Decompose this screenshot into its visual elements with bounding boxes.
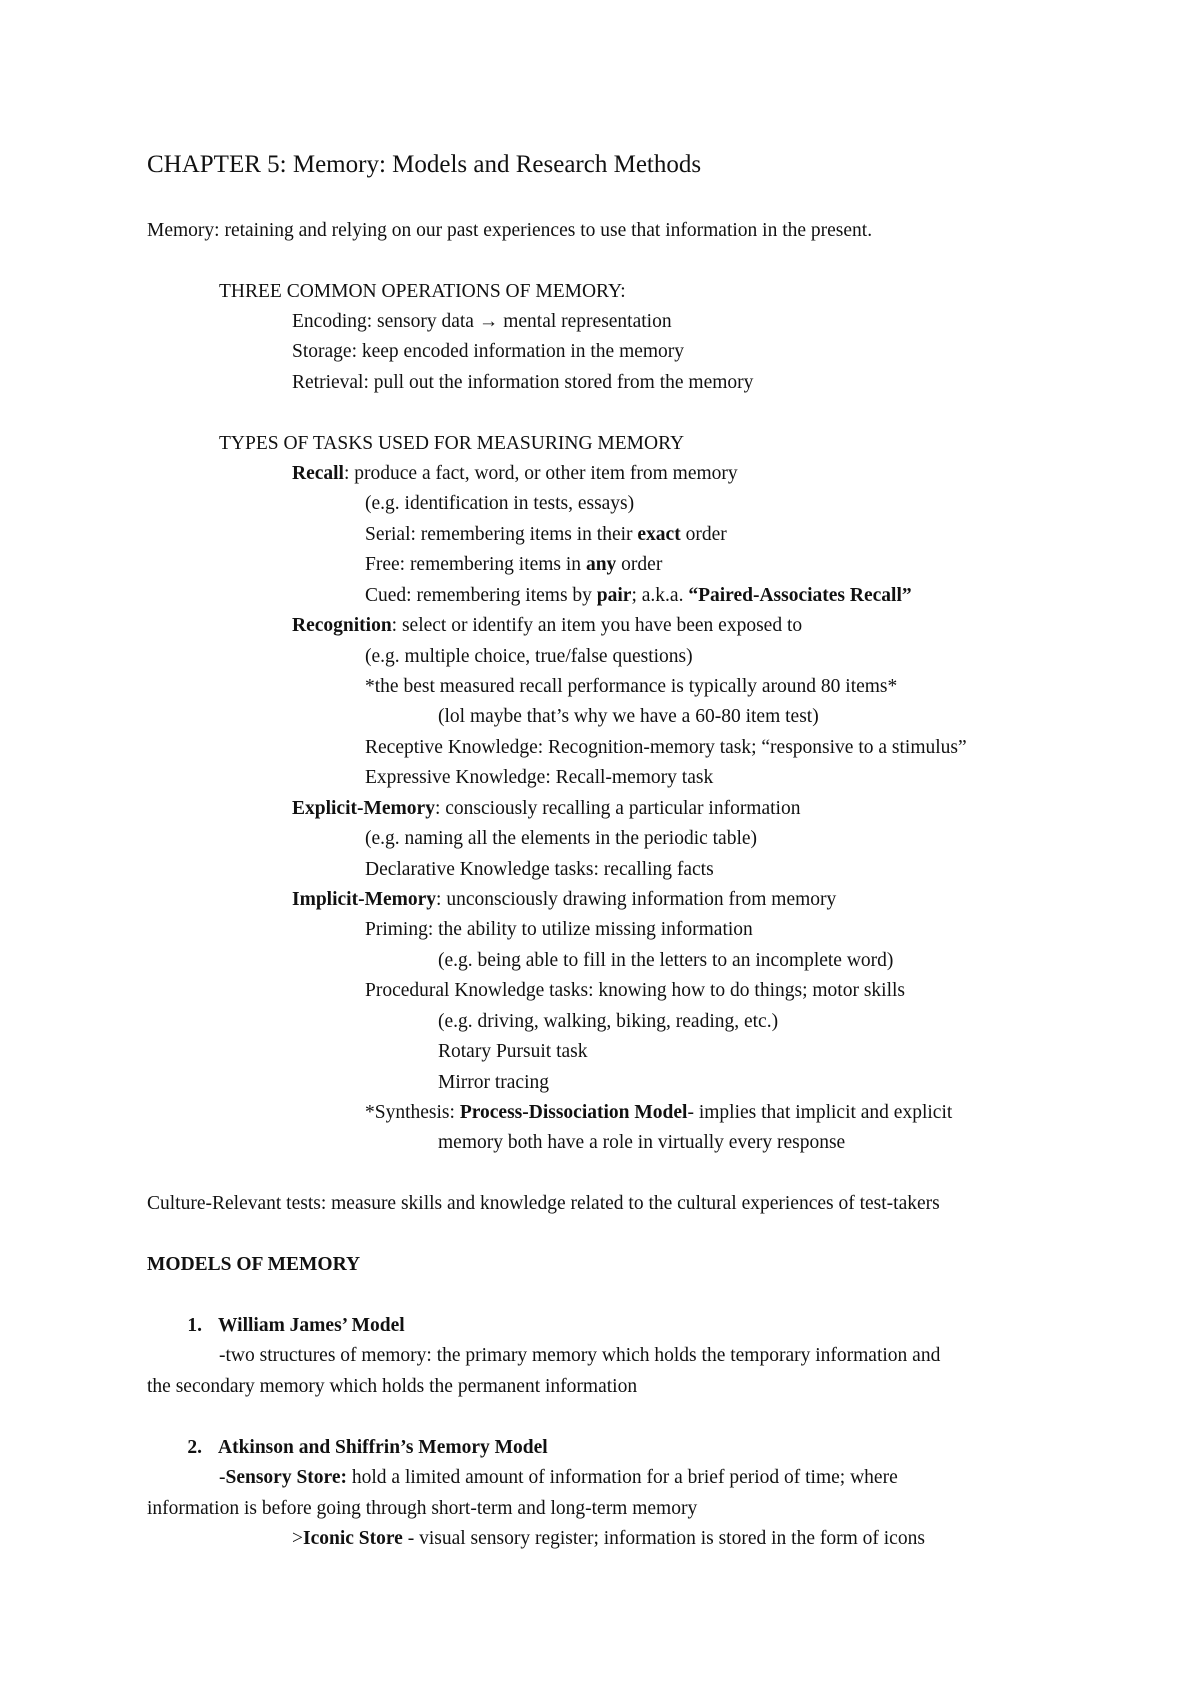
recall-line (292, 462, 738, 486)
recognition-term: Recognition (292, 615, 392, 636)
free-line (365, 553, 662, 577)
free-text: Free: remembering items in (365, 554, 586, 575)
expressive-knowledge: Expressive Knowledge: Recall-memory task (365, 767, 714, 788)
serial-emphasis: exact (637, 524, 681, 545)
recognition-example: (e.g. multiple choice, true/false questions) (365, 646, 693, 667)
receptive-knowledge: Receptive Knowledge: Recognition-memory task; “responsive to a stimulus” (365, 737, 967, 758)
implicit-term: Implicit-Memory (292, 889, 437, 910)
declarative-knowledge: Declarative Knowledge tasks: recalling facts (365, 859, 714, 880)
best-recall-note: *the best measured recall performance is typically around 80 items* (365, 676, 898, 697)
synthesis-text: - implies that implicit and explicit (687, 1102, 953, 1123)
model-1-line-2: the secondary memory which holds the permanent information (147, 1376, 638, 1397)
serial-text-end: order (680, 524, 727, 545)
procedural-example: (e.g. driving, walking, biking, reading, etc.) (438, 1011, 779, 1032)
process-dissociation-term: Process-Dissociation Model (459, 1102, 688, 1123)
paired-associates-term: “Paired-Associates Recall” (688, 585, 912, 606)
synthesis-continuation: memory both have a role in virtually every response (438, 1132, 846, 1153)
iconic-marker: > (292, 1528, 303, 1549)
model-1-title: William James’ Model (218, 1315, 405, 1336)
operation-encoding: Encoding: sensory data → mental representation (292, 311, 672, 332)
implicit-definition: : unconsciously drawing information from memory (436, 889, 837, 910)
priming-line: Priming: the ability to utilize missing information (365, 919, 753, 940)
sensory-dash: - (219, 1467, 226, 1488)
explicit-example: (e.g. naming all the elements in the periodic table) (365, 828, 758, 849)
iconic-store-term: Iconic Store (303, 1528, 403, 1549)
recall-definition: : produce a fact, word, or other item from memory (343, 463, 738, 484)
recall-term: Recall (292, 463, 344, 484)
model-2-number: 2. (187, 1437, 202, 1458)
priming-example: (e.g. being able to fill in the letters to an incomplete word) (438, 950, 894, 971)
cued-text: Cued: remembering items by (365, 585, 597, 606)
lol-note: (lol maybe that’s why we have a 60-80 item test) (438, 706, 819, 727)
procedural-knowledge: Procedural Knowledge tasks: knowing how to do things; motor skills (365, 980, 906, 1001)
iconic-store-line (292, 1527, 925, 1551)
mirror-tracing: Mirror tracing (438, 1072, 550, 1093)
recognition-line (292, 614, 802, 638)
explicit-definition: : consciously recalling a particular information (434, 798, 801, 819)
operation-storage: Storage: keep encoded information in the memory (292, 341, 685, 362)
cued-line (365, 584, 912, 608)
serial-line (365, 523, 727, 547)
recall-example: (e.g. identification in tests, essays) (365, 493, 635, 514)
free-emphasis: any (585, 554, 617, 575)
synthesis-label: *Synthesis: (365, 1102, 460, 1123)
explicit-line (292, 797, 800, 821)
explicit-term: Explicit-Memory (292, 798, 435, 819)
tasks-heading: TYPES OF TASKS USED FOR MEASURING MEMORY (219, 433, 685, 454)
cued-emphasis: pair (596, 585, 632, 606)
free-text-end: order (616, 554, 663, 575)
serial-text: Serial: remembering items in their (365, 524, 638, 545)
model-1-number: 1. (187, 1315, 202, 1336)
operation-retrieval: Retrieval: pull out the information stored from the memory (292, 372, 754, 393)
synthesis-line (365, 1101, 952, 1125)
rotary-pursuit: Rotary Pursuit task (438, 1041, 588, 1062)
sensory-store-line (219, 1466, 898, 1490)
recognition-definition: : select or identify an item you have been exposed to (391, 615, 803, 636)
model-2-title-line (164, 1436, 548, 1460)
model-1-title-line (164, 1314, 405, 1338)
model-1-line-1: -two structures of memory: the primary memory which holds the temporary information and (219, 1345, 941, 1366)
iconic-store-definition: - visual sensory register; information is stored in the form of icons (402, 1528, 925, 1549)
sensory-store-continuation: information is before going through short-term and long-term memory (147, 1498, 698, 1519)
implicit-line (292, 888, 836, 912)
operations-heading: THREE COMMON OPERATIONS OF MEMORY: (219, 281, 626, 302)
sensory-store-term: Sensory Store: (225, 1467, 348, 1488)
models-heading: MODELS OF MEMORY (147, 1254, 361, 1275)
model-2-title: Atkinson and Shiffrin’s Memory Model (218, 1437, 548, 1458)
memory-definition: Memory: retaining and relying on our past experiences to use that information in the present. (147, 220, 873, 241)
page-title: CHAPTER 5: Memory: Models and Research Methods (147, 151, 702, 178)
sensory-store-definition: hold a limited amount of information for a brief period of time; where (347, 1467, 898, 1488)
culture-relevant-tests: Culture-Relevant tests: measure skills and knowledge related to the cultural experiences of test-takers (147, 1193, 940, 1214)
cued-text-mid: ; a.k.a. (631, 585, 689, 606)
